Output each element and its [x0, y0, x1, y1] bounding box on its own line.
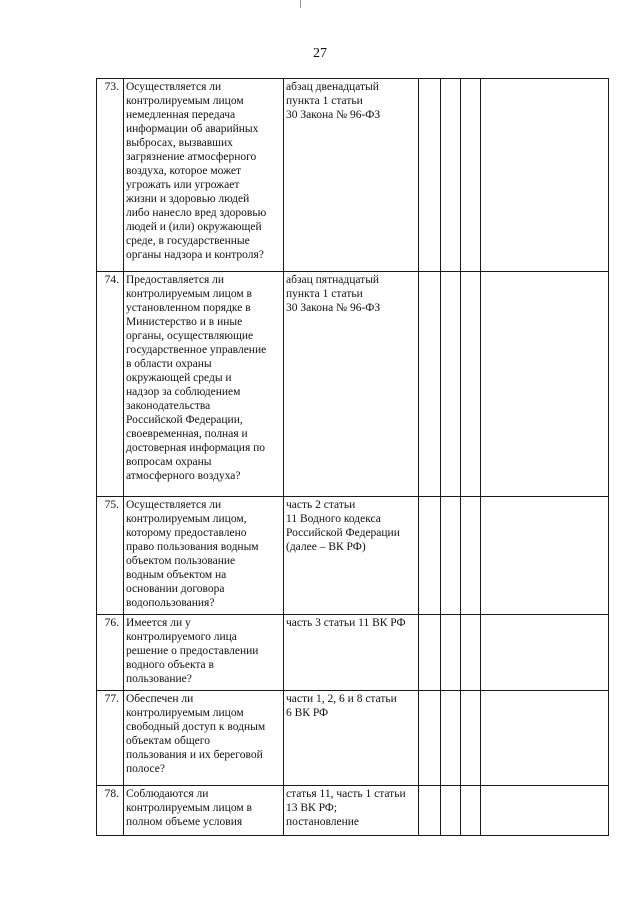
- answer-na-cell: [461, 79, 481, 272]
- table-row: [97, 79, 609, 272]
- notes-cell: [481, 272, 609, 497]
- answer-na-cell: [461, 691, 481, 786]
- question-cell: Предоставляется ли контролируемым лицом в установленном порядке в Министерство и в иные органы, осуществляющие государственное управление в области охраны окружающей среды и надзор за соблюдением законодательства Российской Федерации, своевременная, полная и достоверная информация по вопросам охраны атмосферного воздуха?: [124, 272, 284, 497]
- reference-cell: часть 3 статьи 11 ВК РФ: [284, 615, 419, 691]
- reference-cell: части 1, 2, 6 и 8 статьи 6 ВК РФ: [284, 691, 419, 786]
- question-cell: Имеется ли у контролируемого лица решение о предоставлении водного объекта в пользование?: [124, 615, 284, 691]
- notes-cell: [481, 691, 609, 786]
- answer-yes-cell: [419, 497, 441, 615]
- table-row: [97, 786, 609, 836]
- notes-cell: [481, 79, 609, 272]
- row-number: 78.: [97, 786, 124, 836]
- answer-no-cell: [441, 272, 461, 497]
- answer-na-cell: [461, 497, 481, 615]
- notes-cell: [481, 786, 609, 836]
- reference-cell: абзац пятнадцатый пункта 1 статьи 30 Закона № 96-ФЗ: [284, 272, 419, 497]
- table-row: [97, 272, 609, 497]
- checklist-table: [96, 78, 609, 836]
- answer-yes-cell: [419, 272, 441, 497]
- answer-na-cell: [461, 786, 481, 836]
- row-number: 74.: [97, 272, 124, 497]
- table-row: [97, 691, 609, 786]
- answer-no-cell: [441, 497, 461, 615]
- notes-cell: [481, 615, 609, 691]
- question-cell: Обеспечен ли контролируемым лицом свободный доступ к водным объектам общего пользования и их береговой полосе?: [124, 691, 284, 786]
- answer-yes-cell: [419, 79, 441, 272]
- row-number: 76.: [97, 615, 124, 691]
- answer-na-cell: [461, 615, 481, 691]
- question-cell: Осуществляется ли контролируемым лицом немедленная передача информации об аварийных выбросах, вызвавших загрязнение атмосферного воздуха, которое может угрожать или угрожает жизни и здоровью людей либо нанесло вред здоровью людей и (или) окружающей среде, в государственные органы надзора и контроля?: [124, 79, 284, 272]
- notes-cell: [481, 497, 609, 615]
- answer-no-cell: [441, 691, 461, 786]
- answer-yes-cell: [419, 615, 441, 691]
- reference-cell: часть 2 статьи 11 Водного кодекса Российской Федерации (далее – ВК РФ): [284, 497, 419, 615]
- answer-no-cell: [441, 615, 461, 691]
- row-number: 75.: [97, 497, 124, 615]
- row-number: 77.: [97, 691, 124, 786]
- reference-cell: статья 11, часть 1 статьи 13 ВК РФ; постановление: [284, 786, 419, 836]
- answer-yes-cell: [419, 691, 441, 786]
- page-number: 27: [313, 46, 327, 61]
- answer-yes-cell: [419, 786, 441, 836]
- question-cell: Соблюдаются ли контролируемым лицом в полном объеме условия: [124, 786, 284, 836]
- row-number: 73.: [97, 79, 124, 272]
- table-row: [97, 615, 609, 691]
- scan-mark: [300, 0, 301, 8]
- reference-cell: абзац двенадцатый пункта 1 статьи 30 Закона № 96-ФЗ: [284, 79, 419, 272]
- answer-no-cell: [441, 786, 461, 836]
- table-row: [97, 497, 609, 615]
- answer-no-cell: [441, 79, 461, 272]
- answer-na-cell: [461, 272, 481, 497]
- question-cell: Осуществляется ли контролируемым лицом, которому предоставлено право пользования водным объектом пользование водным объектом на основании договора водопользования?: [124, 497, 284, 615]
